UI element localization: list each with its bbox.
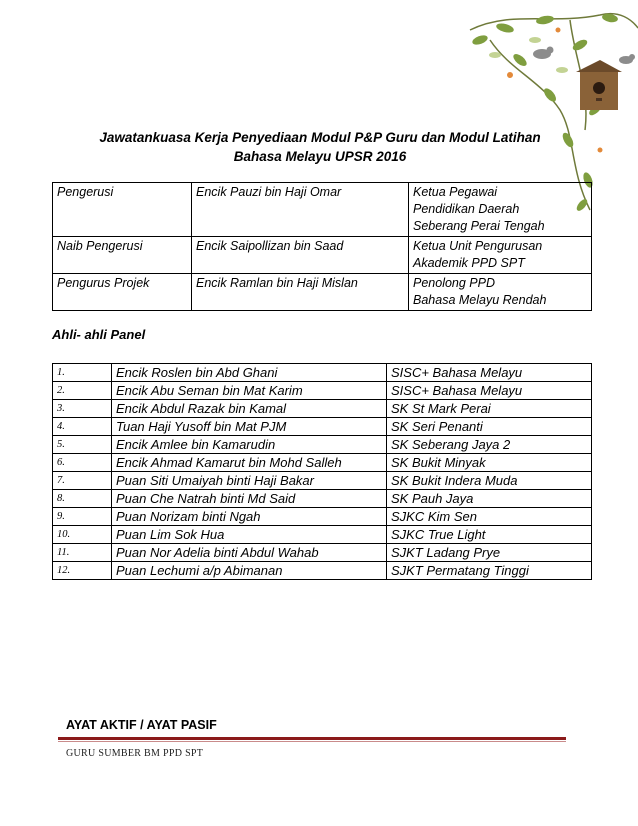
table-row bbox=[53, 364, 592, 382]
row-number: 3. bbox=[53, 400, 112, 418]
member-name: Puan Lechumi a/p Abimanan bbox=[112, 562, 387, 580]
table-row bbox=[53, 562, 592, 580]
table-row bbox=[53, 490, 592, 508]
footer-subtitle: GURU SUMBER BM PPD SPT bbox=[66, 748, 204, 759]
member-name: Encik Amlee bin Kamarudin bbox=[112, 436, 387, 454]
table-row bbox=[53, 382, 592, 400]
document-title bbox=[40, 128, 600, 166]
table-row bbox=[53, 183, 592, 237]
position-line: Penolong PPD bbox=[413, 276, 496, 290]
panel-members-table bbox=[52, 363, 592, 580]
member-school: SJKC True Light bbox=[387, 526, 592, 544]
footer-divider-thin bbox=[58, 741, 566, 742]
member-name: Encik Abu Seman bin Mat Karim bbox=[112, 382, 387, 400]
member-school: SK Bukit Minyak bbox=[387, 454, 592, 472]
row-number: 4. bbox=[53, 418, 112, 436]
committee-name: Encik Saipollizan bin Saad bbox=[192, 237, 409, 274]
position-line: Ketua Unit Pengurusan bbox=[413, 239, 543, 253]
row-number: 8. bbox=[53, 490, 112, 508]
footer-title: AYAT AKTIF / AYAT PASIF bbox=[66, 718, 217, 732]
footer-divider bbox=[58, 737, 566, 740]
committee-position bbox=[409, 237, 592, 274]
row-number: 2. bbox=[53, 382, 112, 400]
table-row bbox=[53, 436, 592, 454]
member-school: SJKC Kim Sen bbox=[387, 508, 592, 526]
committee-position bbox=[409, 274, 592, 311]
member-school: SK Seberang Jaya 2 bbox=[387, 436, 592, 454]
row-number: 6. bbox=[53, 454, 112, 472]
member-school: SJKT Permatang Tinggi bbox=[387, 562, 592, 580]
member-school: SK Pauh Jaya bbox=[387, 490, 592, 508]
table-row bbox=[53, 237, 592, 274]
position-line: Akademik PPD SPT bbox=[413, 256, 525, 270]
committee-role: Pengerusi bbox=[53, 183, 192, 237]
table-row bbox=[53, 544, 592, 562]
committee-position bbox=[409, 183, 592, 237]
member-name: Puan Nor Adelia binti Abdul Wahab bbox=[112, 544, 387, 562]
committee-role: Pengurus Projek bbox=[53, 274, 192, 311]
row-number: 11. bbox=[53, 544, 112, 562]
member-name: Puan Lim Sok Hua bbox=[112, 526, 387, 544]
member-school: SJKT Ladang Prye bbox=[387, 544, 592, 562]
table-row bbox=[53, 472, 592, 490]
position-line: Pendidikan Daerah bbox=[413, 202, 520, 216]
member-school: SK St Mark Perai bbox=[387, 400, 592, 418]
table-row bbox=[53, 508, 592, 526]
position-line: Seberang Perai Tengah bbox=[413, 219, 545, 233]
row-number: 5. bbox=[53, 436, 112, 454]
member-school: SISC+ Bahasa Melayu bbox=[387, 364, 592, 382]
position-line: Bahasa Melayu Rendah bbox=[413, 293, 547, 307]
table-row bbox=[53, 526, 592, 544]
member-school: SK Seri Penanti bbox=[387, 418, 592, 436]
member-name: Puan Che Natrah binti Md Said bbox=[112, 490, 387, 508]
row-number: 10. bbox=[53, 526, 112, 544]
table-row bbox=[53, 274, 592, 311]
committee-name: Encik Ramlan bin Haji Mislan bbox=[192, 274, 409, 311]
row-number: 9. bbox=[53, 508, 112, 526]
table-row bbox=[53, 418, 592, 436]
member-name: Encik Ahmad Kamarut bin Mohd Salleh bbox=[112, 454, 387, 472]
member-name: Tuan Haji Yusoff bin Mat PJM bbox=[112, 418, 387, 436]
member-school: SISC+ Bahasa Melayu bbox=[387, 382, 592, 400]
committee-name: Encik Pauzi bin Haji Omar bbox=[192, 183, 409, 237]
member-name: Encik Abdul Razak bin Kamal bbox=[112, 400, 387, 418]
row-number: 1. bbox=[53, 364, 112, 382]
title-line-2: Bahasa Melayu UPSR 2016 bbox=[233, 149, 407, 164]
position-line: Ketua Pegawai bbox=[413, 185, 498, 199]
member-school: SK Bukit Indera Muda bbox=[387, 472, 592, 490]
row-number: 12. bbox=[53, 562, 112, 580]
member-name: Encik Roslen bin Abd Ghani bbox=[112, 364, 387, 382]
committee-table bbox=[52, 182, 592, 311]
committee-role: Naib Pengerusi bbox=[53, 237, 192, 274]
title-line-1: Jawatankuasa Kerja Penyediaan Modul P&P Guru dan Modul Latihan bbox=[99, 130, 541, 145]
panel-heading: Ahli- ahli Panel bbox=[52, 327, 146, 342]
member-name: Puan Norizam binti Ngah bbox=[112, 508, 387, 526]
table-row bbox=[53, 454, 592, 472]
row-number: 7. bbox=[53, 472, 112, 490]
table-row bbox=[53, 400, 592, 418]
member-name: Puan Siti Umaiyah binti Haji Bakar bbox=[112, 472, 387, 490]
